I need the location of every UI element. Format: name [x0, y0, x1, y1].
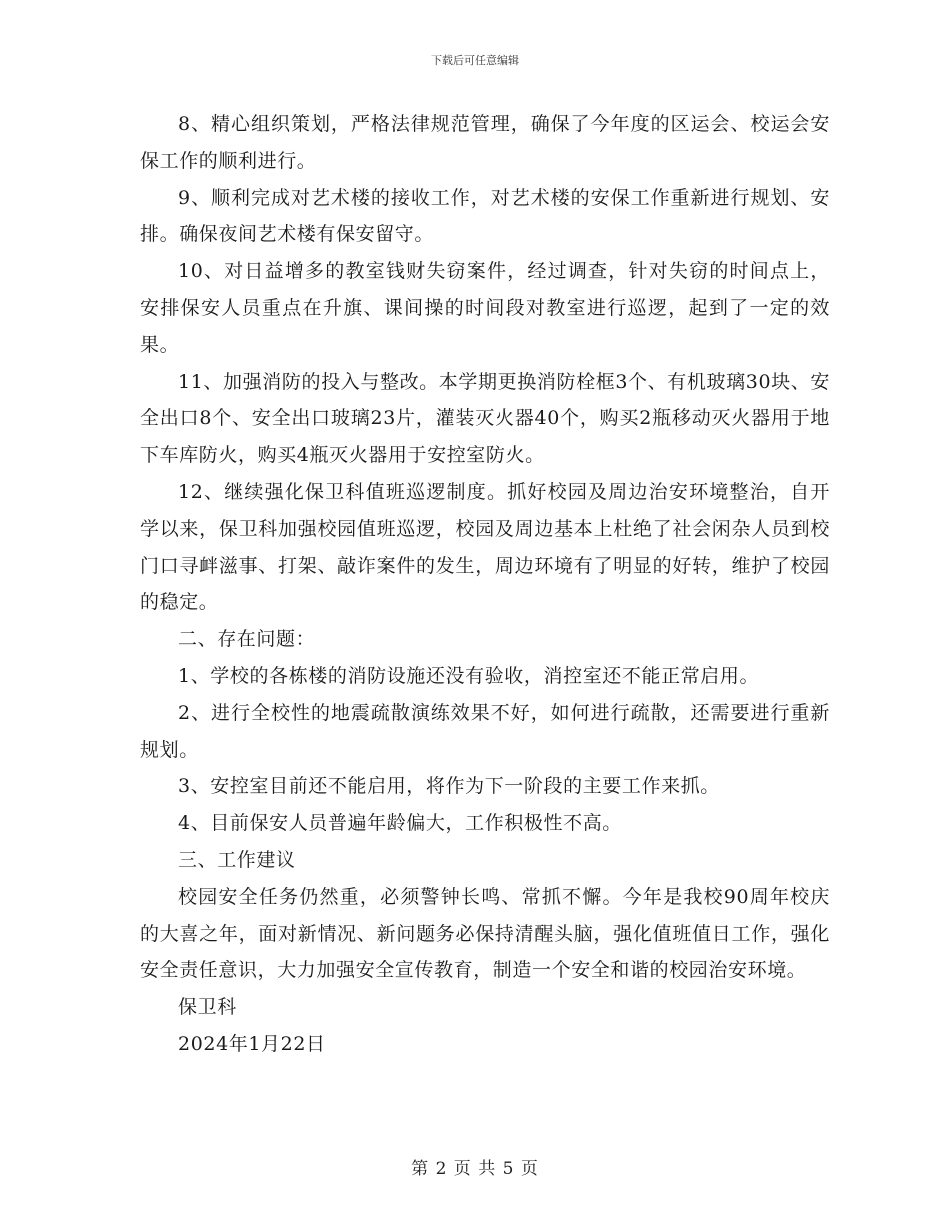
section-heading-suggestions: 三、工作建议: [178, 848, 296, 871]
paragraph-item-9: 9、顺利完成对艺术楼的接收工作，对艺术楼的安保工作重新进行规划、安排。确保夜间艺术楼有保安留守。: [140, 186, 830, 246]
signature-department: 保卫科: [178, 996, 237, 1019]
problem-item-3: 3、安控室目前还不能启用，将作为下一阶段的主要工作来抓。: [178, 775, 720, 798]
paragraph-item-10: 10、对日益增多的教室钱财失窃案件，经过调查，针对失窃的时间点上，安排保安人员重点在升旗、课间操的时间段对教室进行巡逻，起到了一定的效果。: [140, 260, 830, 356]
document-body: [140, 106, 830, 1063]
problem-item-2: 2、进行全校性的地震疏散演练效果不好，如何进行疏散，还需要进行重新规划。: [140, 701, 830, 761]
problem-item-4: 4、目前保安人员普遍年龄偏大，工作积极性不高。: [178, 812, 622, 835]
suggestion-paragraph: 校园安全任务仍然重，必须警钟长鸣、常抓不懈。今年是我校90周年校庆的大喜之年，面对新情况、新问题务必保持清醒头脑，强化值班值日工作，强化安全责任意识，大力加强安全宣传教育，制造一个安全和谐的校园治安环境。: [140, 885, 830, 982]
paragraph-item-8: 8、精心组织策划，严格法律规范管理，确保了今年度的区运会、校运会安保工作的顺利进行。: [140, 113, 830, 172]
paragraph-item-11: 11、加强消防的投入与整改。本学期更换消防栓框3个、有机玻璃30块、安全出口8个、安全出口玻璃23片，灌装灭火器40个，购买2瓶移动灭火器用于地下车库防火，购买4瓶灭火器用于安控室防火。: [140, 370, 830, 467]
page-header: 下载后可任意编辑: [431, 54, 519, 67]
section-heading-problems: 二、存在问题：: [178, 628, 316, 651]
signature-date: 2024年1月22日: [178, 1032, 326, 1055]
page-number: 第 2 页 共 5 页: [411, 1159, 539, 1179]
paragraph-item-12: 12、继续强化保卫科值班巡逻制度。抓好校园及周边治安环境整治，自开学以来，保卫科加强校园值班巡逻，校园及周边基本上杜绝了社会闲杂人员到校门口寻衅滋事、打架、敲诈案件的发生，周边环境有了明显的好转，维护了校园的稳定。: [140, 480, 830, 614]
problem-item-1: 1、学校的各栋楼的消防设施还没有验收，消控室还不能正常启用。: [178, 664, 760, 687]
